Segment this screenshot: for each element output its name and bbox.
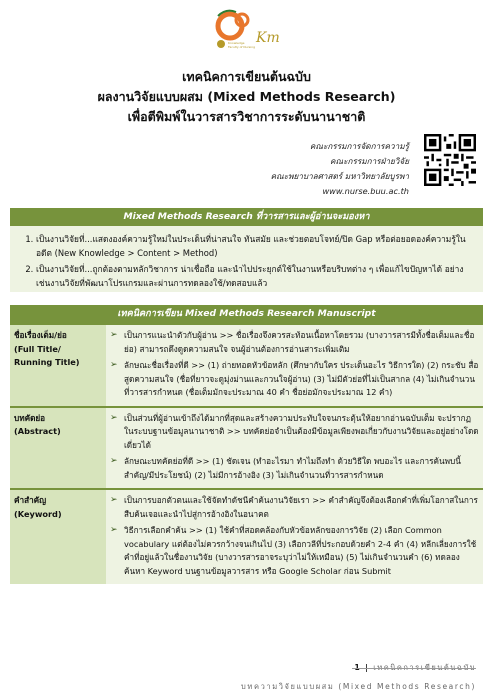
bullet-text: เป็นการบอกตัวตนและใช้จัดทำดัชนีคำค้นงานวิจัยเรา >> คำสำคัญจึงต้องเลือกคำที่เพิ่มโอกาสในการสืบค้นเจอและนำไปสู่การอ้างอิงในอนาคต <box>124 495 478 519</box>
bullet-item <box>110 329 479 356</box>
label-line: คำสำคัญ <box>14 495 47 505</box>
author-info <box>271 139 409 199</box>
km-logo <box>212 6 282 56</box>
section1-list <box>10 232 483 290</box>
qr-code-icon <box>424 134 476 186</box>
title-line-1: เทคนิคการเขียนต้นฉบับ <box>182 69 311 84</box>
list-item: 2. เป็นงานวิจัยที่...ถูกต้องตามหลักวิชาการ น่าเชื่อถือ และนำไปประยุกต์ใช้ในงานหรือบริบทต่าง ๆ เพื่อแก้ไขปัญหาได้ อย่างเช่นงานวิจัยที่พัฒนาโปรแกรมและผ่านการทดลองใช้/ทดสอบแล้ว <box>36 262 483 290</box>
info-faculty: คณะพยาบาลศาสตร์ มหาวิทยาลัยบูรพา <box>270 171 409 181</box>
logo-caption-1: Knowledge <box>228 41 245 45</box>
arrow-bullet-icon: ➢ <box>110 456 118 466</box>
label-line: (Full Title/ <box>14 343 61 354</box>
bullet-text: ลักษณะชื่อเรื่องที่ดี >> (1) ถ่ายทอดหัวข้อหลัก (ศึกษากับใคร ประเด็นอะไร วิธีการใด) (2) กระชับ สื่อสูดความสนใจ (ชื่อที่ยาวจะดูมุ่งม่านและกวนใจผู้อ่าน) (3) ไม่มีตัวย่อที่ไม่เป็นสากล (4) ไม่เกินจำนวนที่วารสารกำหนด (ชื่อเต็มมักจะประมาณ 40 คำ ชื่อย่อมักจะประมาณ 12 คำ) <box>124 360 479 397</box>
bullet-item <box>110 524 479 578</box>
section2-heading: เทคนิคการเขียน Mixed Methods Research Manuscript <box>10 305 483 323</box>
info-committee-km: คณะกรรมการจัดการความรู้ <box>309 141 409 151</box>
bullet-text: ลักษณะบทคัดย่อที่ดี >> (1) ชัดเจน (ทำอะไรมา ทำไมถึงทำ ด้วยวิธีใด พบอะไร และการค้นพบนี้สำคัญ/มีประโยชน์) (2) ไม่มีการอ้างอิง (3) ไม่เกินจำนวนที่วารสารกำหนด <box>124 456 461 480</box>
row-content-title <box>106 324 483 407</box>
section1-heading: Mixed Methods Research ที่วารสารและผู้อ่านจะมองหา <box>10 208 483 226</box>
bullet-item <box>110 494 479 521</box>
label-line: (Keyword) <box>14 508 62 519</box>
label-line: บทคัดย่อ <box>14 412 46 423</box>
title-line-2: ผลงานวิจัยแบบผสม (Mixed Methods Research) <box>97 89 396 104</box>
info-website[interactable]: www.nurse.buu.ac.th <box>322 186 409 196</box>
label-line: ชื่อเรื่องเต็ม/ย่อ <box>14 330 67 340</box>
logo-caption-2: Faculty of Nursing <box>228 45 256 49</box>
table-row <box>10 489 483 584</box>
row-content-abstract <box>106 407 483 490</box>
technique-table <box>10 323 483 584</box>
arrow-bullet-icon: ➢ <box>110 495 118 505</box>
arrow-bullet-icon: ➢ <box>110 330 118 340</box>
bullet-text: วิธีการเลือกคำค้น >> (1) ใช้คำที่สอดคล้องกับหัวข้อหลักของการวิจัย (2) เลือก Common vocabulary แต่ต้องไม่ควรกว้างจนเกินไป (3) เลือกวลีที่ประกอบด้วยคำ 2-4 คำ (4) หลีกเลี่ยงการใช้คำที่อยู่แล้วในชื่องานวิจัย (บางวารสารอาจระบุว่าไม่ให้เหมือน) (5) ไม่เกินจำนวนคำ (6) ทดลองค้นหา Keyword บนฐานข้อมูลวารสาร หรือ Google Scholar ก่อน Submit <box>124 525 477 576</box>
row-label-keyword <box>10 489 106 584</box>
arrow-bullet-icon: ➢ <box>110 360 118 370</box>
section1-body <box>10 226 483 292</box>
bullet-text: เป็นการแนะนำตัวกับผู้อ่าน >> ชื่อเรื่องจึงควรสะท้อนเนื้อหาโดยรวม (บางวารสารมีทั้งชื่อเต็มและชื่อย่อ) สามารถดึงดูดความสนใจ จนผู้อ่านต้องการอ่านสาระเพิ่มเติม <box>124 330 475 354</box>
list-item: 1. เป็นงานวิจัยที่...แสดงองค์ความรู้ใหม่ในประเด็นที่น่าสนใจ ทันสมัย และช่วยตอบโจทย์/ปิด Gap หรือต่อยอดองค์ความรู้ในอดีต (New Knowledge > Content > Method) <box>36 232 483 260</box>
footer-line-2: บทความวิจัยแบบผสม (Mixed Methods Research) <box>241 682 476 691</box>
label-line: Running Title) <box>14 357 80 367</box>
row-content-keyword <box>106 489 483 584</box>
bullet-item <box>110 359 479 400</box>
label-line: (Abstract) <box>14 426 61 436</box>
table-row <box>10 324 483 407</box>
title-line-3: เพื่อตีพิมพ์ในวารสารวิชาการระดับนานาชาติ <box>127 109 366 124</box>
bullet-item <box>110 455 479 482</box>
table-row <box>10 407 483 490</box>
row-label-abstract <box>10 407 106 490</box>
info-committee-research: คณะกรรมการฝ่ายวิจัย <box>330 156 409 166</box>
row-label-title <box>10 324 106 407</box>
footer-divider <box>352 668 476 669</box>
logo-text: Km <box>256 30 280 46</box>
bullet-item <box>110 412 479 453</box>
bullet-text: เป็นส่วนที่ผู้อ่านเข้าถึงได้มากที่สุดและสร้างความประทับใจจนกระตุ้นให้อยากอ่านฉบับเต็ม จะปรากฏในระบบฐานข้อมูลนานาชาติ >> บทคัดย่อจำเป็นต้องมีข้อมูลเพียงพอเกี่ยวกับงานวิจัยและอยู่อย่างโดดเดี่ยวได้ <box>124 412 479 450</box>
arrow-bullet-icon: ➢ <box>110 412 118 423</box>
arrow-bullet-icon: ➢ <box>110 525 118 535</box>
